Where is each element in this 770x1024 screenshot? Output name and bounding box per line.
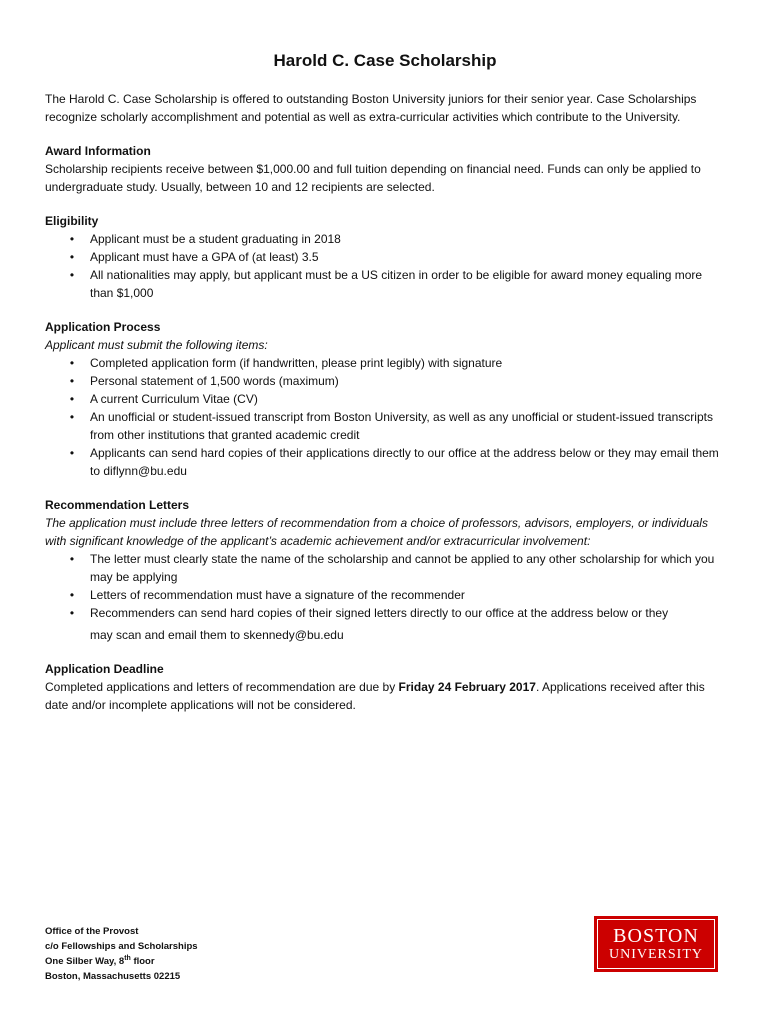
list-item-text: Completed application form (if handwritten, please print legibly) with signature (90, 356, 503, 370)
bullet-icon: • (69, 552, 75, 566)
bullet-icon: • (69, 374, 75, 388)
list-item (45, 408, 725, 444)
list-item-text: An unofficial or student-issued transcript from Boston University, as well as any unofficial or student-issued transcripts from other institutions that granted academic credit (90, 410, 713, 442)
award-section (45, 142, 725, 196)
list-item (45, 354, 725, 372)
list-item (45, 604, 725, 644)
document-title: Harold C. Case Scholarship (273, 51, 497, 70)
process-heading: Application Process (45, 320, 161, 334)
award-heading: Award Information (45, 144, 151, 158)
list-item (45, 266, 725, 302)
process-list (45, 354, 725, 480)
list-item-text: Recommenders can send hard copies of their signed letters directly to our office at the address below or they (90, 606, 669, 620)
bullet-icon: • (69, 410, 75, 424)
list-item (45, 586, 725, 604)
deadline-text-after: . Applications received after this date and/or incomplete applications will not be considered. (45, 680, 705, 712)
boston-university-logo (594, 916, 718, 972)
bullet-icon: • (69, 232, 75, 246)
list-item (45, 248, 725, 266)
intro-paragraph: The Harold C. Case Scholarship is offered to outstanding Boston University juniors for their senior year. Case Scholarships recognize scholarly accomplishment and potential as well as extra-curricular activities which contribute to the University. (45, 92, 697, 124)
deadline-date: Friday 24 February 2017 (398, 680, 536, 694)
deadline-text (45, 678, 725, 714)
list-item-text: Personal statement of 1,500 words (maximum) (90, 374, 339, 388)
list-item-text: Letters of recommendation must have a signature of the recommender (90, 588, 465, 602)
bullet-icon: • (69, 356, 75, 370)
bullet-icon: • (69, 446, 75, 460)
bullet-icon: • (69, 606, 75, 620)
address-line: One Silber Way, 8th floor (45, 954, 155, 967)
list-item-text: A current Curriculum Vitae (CV) (90, 392, 258, 406)
eligibility-list (45, 230, 725, 302)
list-item (45, 390, 725, 408)
process-subheading: Applicant must submit the following items: (45, 338, 268, 352)
document-page (45, 50, 725, 730)
address-line: c/o Fellowships and Scholarships (45, 941, 198, 952)
process-section (45, 318, 725, 480)
list-item-text-continued: may scan and email them to skennedy@bu.edu (90, 628, 344, 642)
logo-text-line1: BOSTON (613, 925, 699, 947)
list-item (45, 550, 725, 586)
bullet-icon: • (69, 392, 75, 406)
address-line: Boston, Massachusetts 02215 (45, 971, 181, 982)
recommendation-section (45, 496, 725, 644)
list-item (45, 372, 725, 390)
office-address (45, 924, 198, 984)
bullet-icon: • (69, 268, 75, 282)
list-item (45, 230, 725, 248)
list-item-text: Applicant must be a student graduating in 2018 (90, 232, 341, 246)
eligibility-section (45, 212, 725, 302)
list-item-text: All nationalities may apply, but applicant must be a US citizen in order to be eligible for award money equaling more than $1,000 (90, 268, 703, 300)
award-text: Scholarship recipients receive between $1,000.00 and full tuition depending on financial need. Funds can only be applied to undergraduate study. Usually, between 10 and 12 recipients are selected. (45, 162, 701, 194)
logo-border (597, 919, 715, 969)
recommendation-heading: Recommendation Letters (45, 498, 190, 512)
logo-text-line2: UNIVERSITY (609, 947, 703, 962)
list-item-text: The letter must clearly state the name of the scholarship and cannot be applied to any other scholarship for which you may be applying (90, 552, 715, 584)
address-line: Office of the Provost (45, 926, 139, 937)
recommendation-list (45, 550, 725, 644)
deadline-section (45, 660, 725, 714)
recommendation-subheading: The application must include three letters of recommendation from a choice of professors, advisors, employers, or individuals with significant knowledge of the applicant’s academic achievement and/or extracurricular involvement: (45, 516, 708, 548)
bullet-icon: • (69, 250, 75, 264)
bullet-icon: • (69, 588, 75, 602)
list-item-text: Applicant must have a GPA of (at least) 3.5 (90, 250, 319, 264)
list-item (45, 444, 725, 480)
deadline-heading: Application Deadline (45, 662, 164, 676)
list-item-text: Applicants can send hard copies of their applications directly to our office at the address below or they may email them to diflynn@bu.edu (90, 446, 719, 478)
deadline-text-before: Completed applications and letters of recommendation are due by (45, 680, 399, 694)
eligibility-heading: Eligibility (45, 214, 99, 228)
